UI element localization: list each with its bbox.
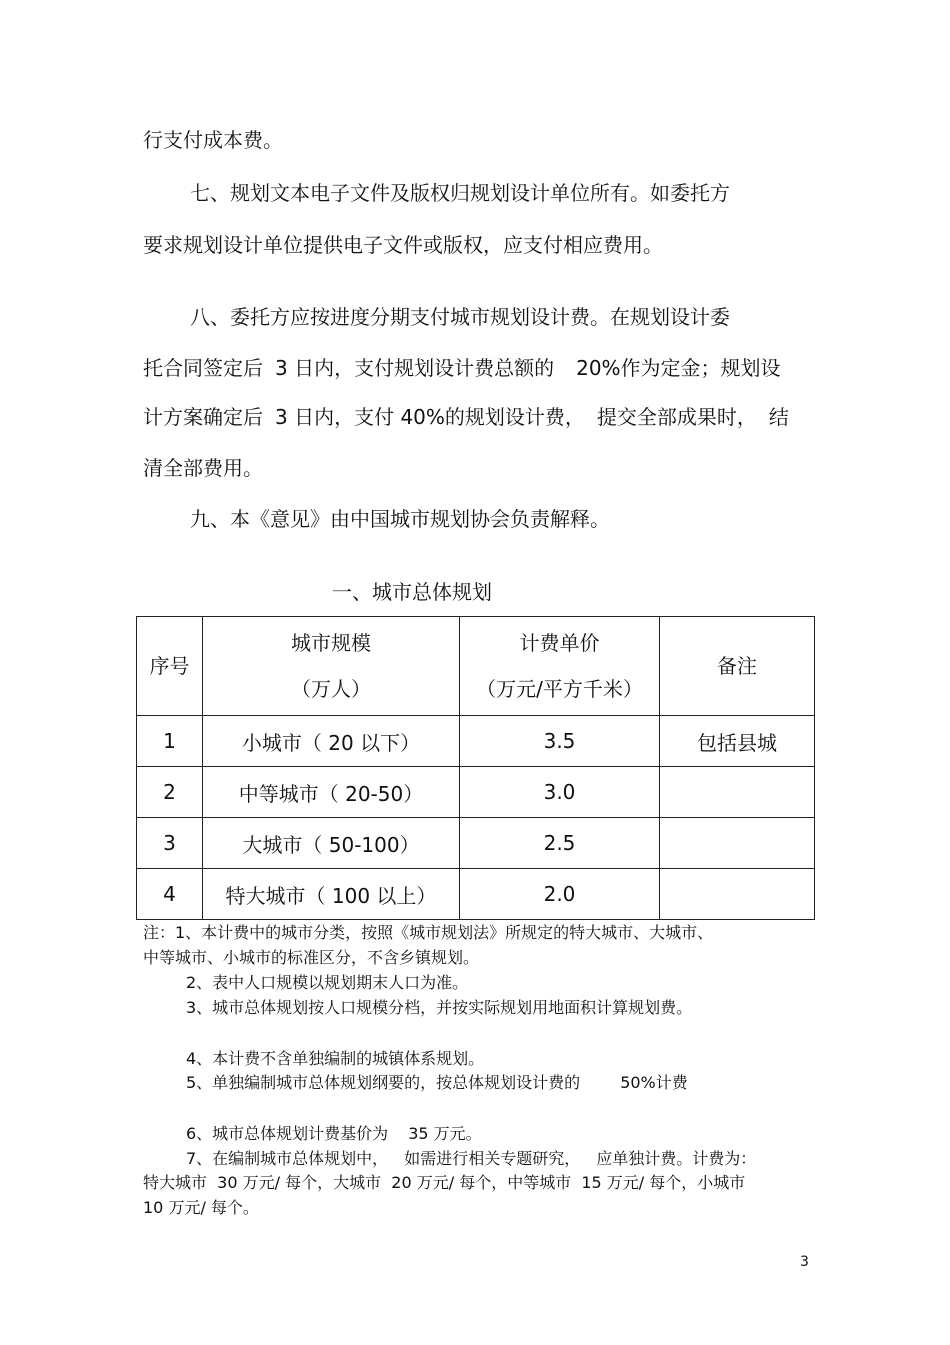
- note-7-line-1-part-b: 如需进行相关专题研究，: [404, 1149, 581, 1168]
- cell-unit-price: 2.0: [460, 869, 660, 920]
- header-unit-price-line-1: 计费单价: [519, 631, 600, 655]
- header-no: 序号: [137, 617, 203, 716]
- cell-unit-price: 3.0: [460, 767, 660, 818]
- table-row: [137, 869, 815, 920]
- note-1-line-2: 中等城市、小城市的标准区分，不含乡镇规划。: [143, 948, 480, 967]
- header-unit-price: [460, 617, 660, 716]
- note-6: [186, 1124, 482, 1144]
- note-7-line-2: 特大城市 30 万元/ 每个，大城市 20 万元/ 每个，中等城市 15 万元/ 每个，小城市: [143, 1173, 746, 1192]
- note-7-line-1: [186, 1149, 756, 1169]
- header-unit-price-line-2: （万元/平方千米）: [476, 677, 643, 701]
- paragraph-8-line-2-part-a: 托合同签定后: [143, 356, 263, 380]
- cell-city-scale: 大城市（ 50-100）: [203, 818, 460, 869]
- paragraph-9: 九、本《意见》由中国城市规划协会负责解释。: [190, 507, 610, 531]
- cell-no: 2: [137, 767, 203, 818]
- cell-no: 1: [137, 716, 203, 767]
- paragraph-6-tail: 行支付成本费。: [143, 128, 283, 152]
- paragraph-8-line-2-part-c: 20%作为定金；规划设: [576, 356, 781, 380]
- paragraph-8-line-4: 清全部费用。: [143, 456, 263, 480]
- note-6-part-b: 35 万元。: [408, 1124, 482, 1143]
- cell-no: 4: [137, 869, 203, 920]
- note-7-line-3: 10 万元/ 每个。: [143, 1198, 259, 1217]
- paragraph-8-line-2-part-b: 3 日内，支付规划设计费总额的: [275, 356, 555, 380]
- note-5: [186, 1073, 688, 1093]
- paragraph-8-line-3-part-c: 提交全部成果时，: [596, 405, 757, 429]
- header-city-scale: [203, 617, 460, 716]
- header-city-scale-line-1: 城市规模: [291, 631, 371, 655]
- table-row: [137, 716, 815, 767]
- cell-no: 3: [137, 818, 203, 869]
- paragraph-8-line-1: 八、委托方应按进度分期支付城市规划设计费。在规划设计委: [190, 305, 730, 329]
- cell-unit-price: 2.5: [460, 818, 660, 869]
- cell-remark: [660, 869, 815, 920]
- table-row: [137, 818, 815, 869]
- cell-remark: [660, 818, 815, 869]
- note-2: 2、表中人口规模以规划期末人口为准。: [186, 973, 469, 992]
- cell-remark: 包括县城: [660, 716, 815, 767]
- note-5-part-a: 5、单独编制城市总体规划纲要的，按总体规划设计费的: [186, 1073, 581, 1092]
- cell-city-scale: 特大城市（ 100 以上）: [203, 869, 460, 920]
- paragraph-8-line-3-part-a: 计方案确定后: [143, 405, 263, 429]
- paragraph-8-line-3: [143, 405, 789, 429]
- table-row: [137, 767, 815, 818]
- cell-remark: [660, 767, 815, 818]
- header-remark: 备注: [660, 617, 815, 716]
- page-number: 3: [800, 1254, 809, 1270]
- note-7-line-1-part-a: 7、在编制城市总体规划中，: [186, 1149, 389, 1168]
- paragraph-8-line-3-part-b: 3 日内，支付 40%的规划设计费，: [275, 405, 585, 429]
- note-3: 3、城市总体规划按人口规模分档，并按实际规划用地面积计算规划费。: [186, 998, 693, 1017]
- note-1-line-1: 注：1、本计费中的城市分类，按照《城市规划法》所规定的特大城市、大城市、: [143, 923, 714, 942]
- paragraph-7-line-2: 要求规划设计单位提供电子文件或版权，应支付相应费用。: [143, 233, 663, 257]
- table-title: 一、城市总体规划: [332, 580, 492, 604]
- note-6-part-a: 6、城市总体规划计费基价为: [186, 1124, 389, 1143]
- fee-table: [136, 616, 815, 920]
- note-4: 4、本计费不含单独编制的城镇体系规划。: [186, 1049, 485, 1068]
- cell-city-scale: 小城市（ 20 以下）: [203, 716, 460, 767]
- note-7-line-1-part-c: 应单独计费。计费为：: [596, 1149, 757, 1168]
- cell-city-scale: 中等城市（ 20-50）: [203, 767, 460, 818]
- paragraph-7-line-1: 七、规划文本电子文件及版权归规划设计单位所有。如委托方: [190, 181, 730, 205]
- table-header-row: [137, 617, 815, 716]
- note-5-part-b: 50%计费: [620, 1073, 688, 1092]
- cell-unit-price: 3.5: [460, 716, 660, 767]
- paragraph-8-line-3-part-d: 结: [768, 405, 789, 429]
- header-city-scale-line-2: （万人）: [291, 677, 371, 701]
- paragraph-8-line-2: [143, 356, 781, 380]
